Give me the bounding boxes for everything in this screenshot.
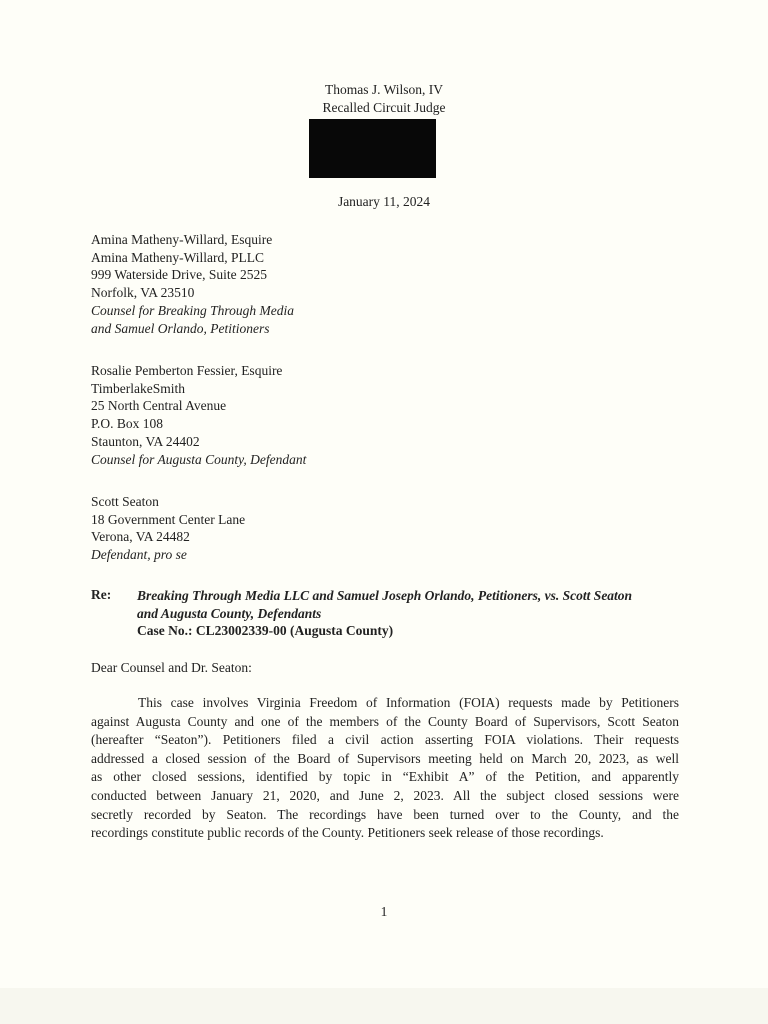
- recipient-role: Counsel for Breaking Through Media: [91, 302, 294, 318]
- address-line: Rosalie Pemberton Fessier, Esquire: [91, 363, 283, 378]
- salutation: Dear Counsel and Dr. Seaton:: [91, 660, 252, 675]
- page-bottom-edge: [0, 988, 768, 1024]
- paragraph-line: recordings constitute public records of the County. Petitioners seek release of those recordings.: [91, 825, 604, 841]
- recipient-role: and Samuel Orlando, Petitioners: [91, 320, 270, 336]
- recipient-block: [91, 231, 294, 337]
- paragraph-line: This case involves Virginia Freedom of Information (FOIA) requests made by Petitioners: [138, 695, 679, 710]
- recipient-role: Defendant, pro se: [91, 547, 187, 563]
- re-case-number: Case No.: CL23002339-00 (Augusta County): [137, 623, 394, 639]
- re-label: Re:: [91, 587, 112, 602]
- address-line: 25 North Central Avenue: [91, 398, 227, 414]
- paragraph-line: secretly recorded by Seaton. The recordings have been turned over to the County, and the: [91, 806, 679, 822]
- address-line: P.O. Box 108: [91, 416, 164, 432]
- recipient-role: Counsel for Augusta County, Defendant: [91, 451, 307, 467]
- address-line: TimberlakeSmith: [91, 380, 186, 396]
- address-line: Amina Matheny-Willard, PLLC: [91, 249, 265, 265]
- address-line: Staunton, VA 24402: [91, 433, 200, 449]
- address-line: 18 Government Center Lane: [91, 511, 246, 527]
- letter-date: January 11, 2024: [337, 194, 431, 209]
- recipient-block: [91, 493, 245, 564]
- paragraph-line: (hereafter “Seaton”). Petitioners filed a civil action asserting FOIA violations. Their requests: [91, 732, 679, 748]
- address-line: Amina Matheny-Willard, Esquire: [91, 232, 273, 247]
- address-line: 999 Waterside Drive, Suite 2525: [91, 267, 268, 283]
- page-number: 1: [380, 904, 388, 919]
- address-line: Scott Seaton: [91, 494, 159, 509]
- re-case-caption: Breaking Through Media LLC and Samuel Joseph Orlando, Petitioners, vs. Scott Seaton: [137, 588, 633, 603]
- redaction-box: [309, 119, 436, 178]
- paragraph-line: as other closed sessions, identified by topic in “Exhibit A” of the Petition, and apparently: [91, 769, 679, 785]
- paragraph-line: against Augusta County and one of the members of the County Board of Supervisors, Scott Seaton: [91, 713, 679, 729]
- author-name: Thomas J. Wilson, IV: [324, 82, 444, 97]
- address-line: Verona, VA 24482: [91, 529, 190, 545]
- address-line: Norfolk, VA 23510: [91, 285, 195, 301]
- recipient-block: [91, 362, 306, 468]
- paragraph-line: addressed a closed session of the Board of Supervisors meeting held on March 20, 2023, as well: [91, 750, 679, 766]
- re-subject: [137, 587, 632, 640]
- paragraph-line: conducted between January 21, 2020, and June 2, 2023. All the subject closed sessions were: [91, 787, 679, 803]
- body-paragraph: [91, 694, 679, 843]
- author-title: Recalled Circuit Judge: [322, 100, 446, 115]
- re-case-caption: and Augusta County, Defendants: [137, 605, 322, 621]
